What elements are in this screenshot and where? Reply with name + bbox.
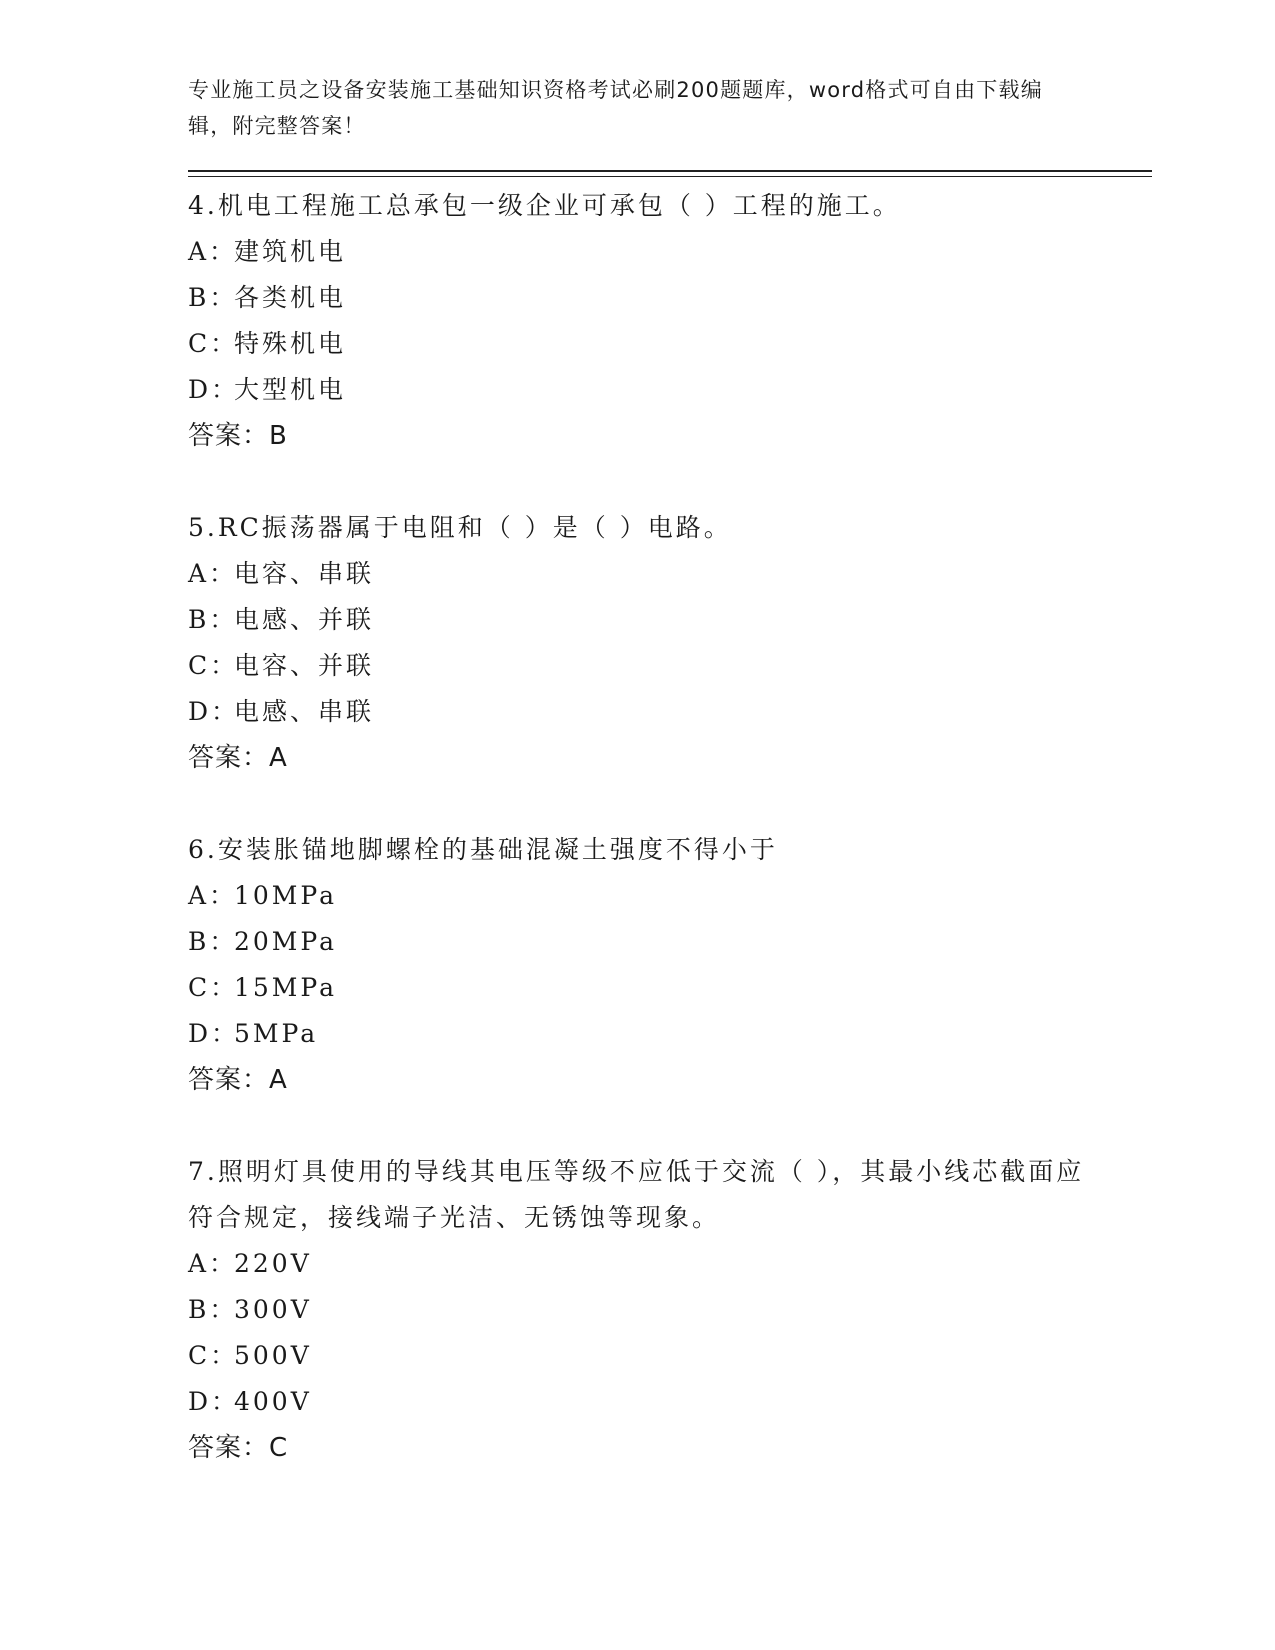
option-d xyxy=(188,1011,1148,1057)
question-7 xyxy=(188,1149,1148,1471)
option-text: 电容、串联 xyxy=(234,559,375,588)
option-letter: A： xyxy=(188,559,238,588)
answer-line: 答案：C xyxy=(188,1433,289,1463)
question-stem: 6.安装胀锚地脚螺栓的基础混凝土强度不得小于 xyxy=(188,835,778,864)
option-b xyxy=(188,919,1148,965)
option-letter: B： xyxy=(188,1295,238,1324)
option-letter: A： xyxy=(188,237,238,266)
option-c xyxy=(188,643,1148,689)
option-letter: C： xyxy=(188,651,239,680)
option-text: 300V xyxy=(234,1295,312,1324)
option-text: 10MPa xyxy=(234,881,338,910)
option-letter: C： xyxy=(188,329,239,358)
option-a xyxy=(188,229,1148,275)
option-b xyxy=(188,275,1148,321)
question-6 xyxy=(188,827,1148,1103)
option-letter: D： xyxy=(188,697,240,726)
option-text: 20MPa xyxy=(234,927,338,956)
option-letter: D： xyxy=(188,1387,240,1416)
document-page xyxy=(188,72,1148,1471)
option-b xyxy=(188,597,1148,643)
option-a xyxy=(188,873,1148,919)
option-d xyxy=(188,367,1148,413)
answer-line: 答案：A xyxy=(188,1065,288,1095)
option-c xyxy=(188,321,1148,367)
option-list xyxy=(188,873,1148,1057)
question-stem: 4.机电工程施工总承包一级企业可承包（ ）工程的施工。 xyxy=(188,191,901,220)
header-divider xyxy=(188,170,1152,177)
document-header: 专业施工员之设备安装施工基础知识资格考试必刷200题题库，word格式可自由下载编辑，附完整答案！ xyxy=(188,78,1043,138)
option-text: 特殊机电 xyxy=(234,329,347,358)
option-text: 400V xyxy=(234,1387,312,1416)
question-4 xyxy=(188,183,1148,459)
option-letter: A： xyxy=(188,1249,238,1278)
option-list xyxy=(188,551,1148,735)
option-letter: A： xyxy=(188,881,238,910)
option-text: 15MPa xyxy=(234,973,338,1002)
option-text: 建筑机电 xyxy=(234,237,347,266)
question-5 xyxy=(188,505,1148,781)
option-list xyxy=(188,1241,1148,1425)
option-text: 电感、并联 xyxy=(234,605,375,634)
answer-line: 答案：B xyxy=(188,421,288,451)
option-a xyxy=(188,551,1148,597)
option-text: 大型机电 xyxy=(234,375,347,404)
option-text: 电感、串联 xyxy=(234,697,375,726)
option-text: 5MPa xyxy=(234,1019,319,1048)
option-letter: B： xyxy=(188,927,238,956)
option-b xyxy=(188,1287,1148,1333)
option-text: 220V xyxy=(234,1249,312,1278)
option-letter: C： xyxy=(188,973,239,1002)
option-c xyxy=(188,1333,1148,1379)
option-letter: C： xyxy=(188,1341,239,1370)
option-letter: D： xyxy=(188,375,240,404)
option-letter: D： xyxy=(188,1019,240,1048)
question-stem: 7.照明灯具使用的导线其电压等级不应低于交流（ ），其最小线芯截面应符合规定，接线端子光洁、无锈蚀等现象。 xyxy=(188,1157,1085,1232)
option-text: 500V xyxy=(234,1341,312,1370)
option-c xyxy=(188,965,1148,1011)
question-stem: 5.RC振荡器属于电阻和（ ）是（ ）电路。 xyxy=(188,513,732,542)
answer-line: 答案：A xyxy=(188,743,288,773)
option-list xyxy=(188,229,1148,413)
option-text: 各类机电 xyxy=(234,283,347,312)
option-letter: B： xyxy=(188,605,238,634)
option-a xyxy=(188,1241,1148,1287)
option-text: 电容、并联 xyxy=(234,651,375,680)
option-d xyxy=(188,689,1148,735)
option-d xyxy=(188,1379,1148,1425)
option-letter: B： xyxy=(188,283,238,312)
